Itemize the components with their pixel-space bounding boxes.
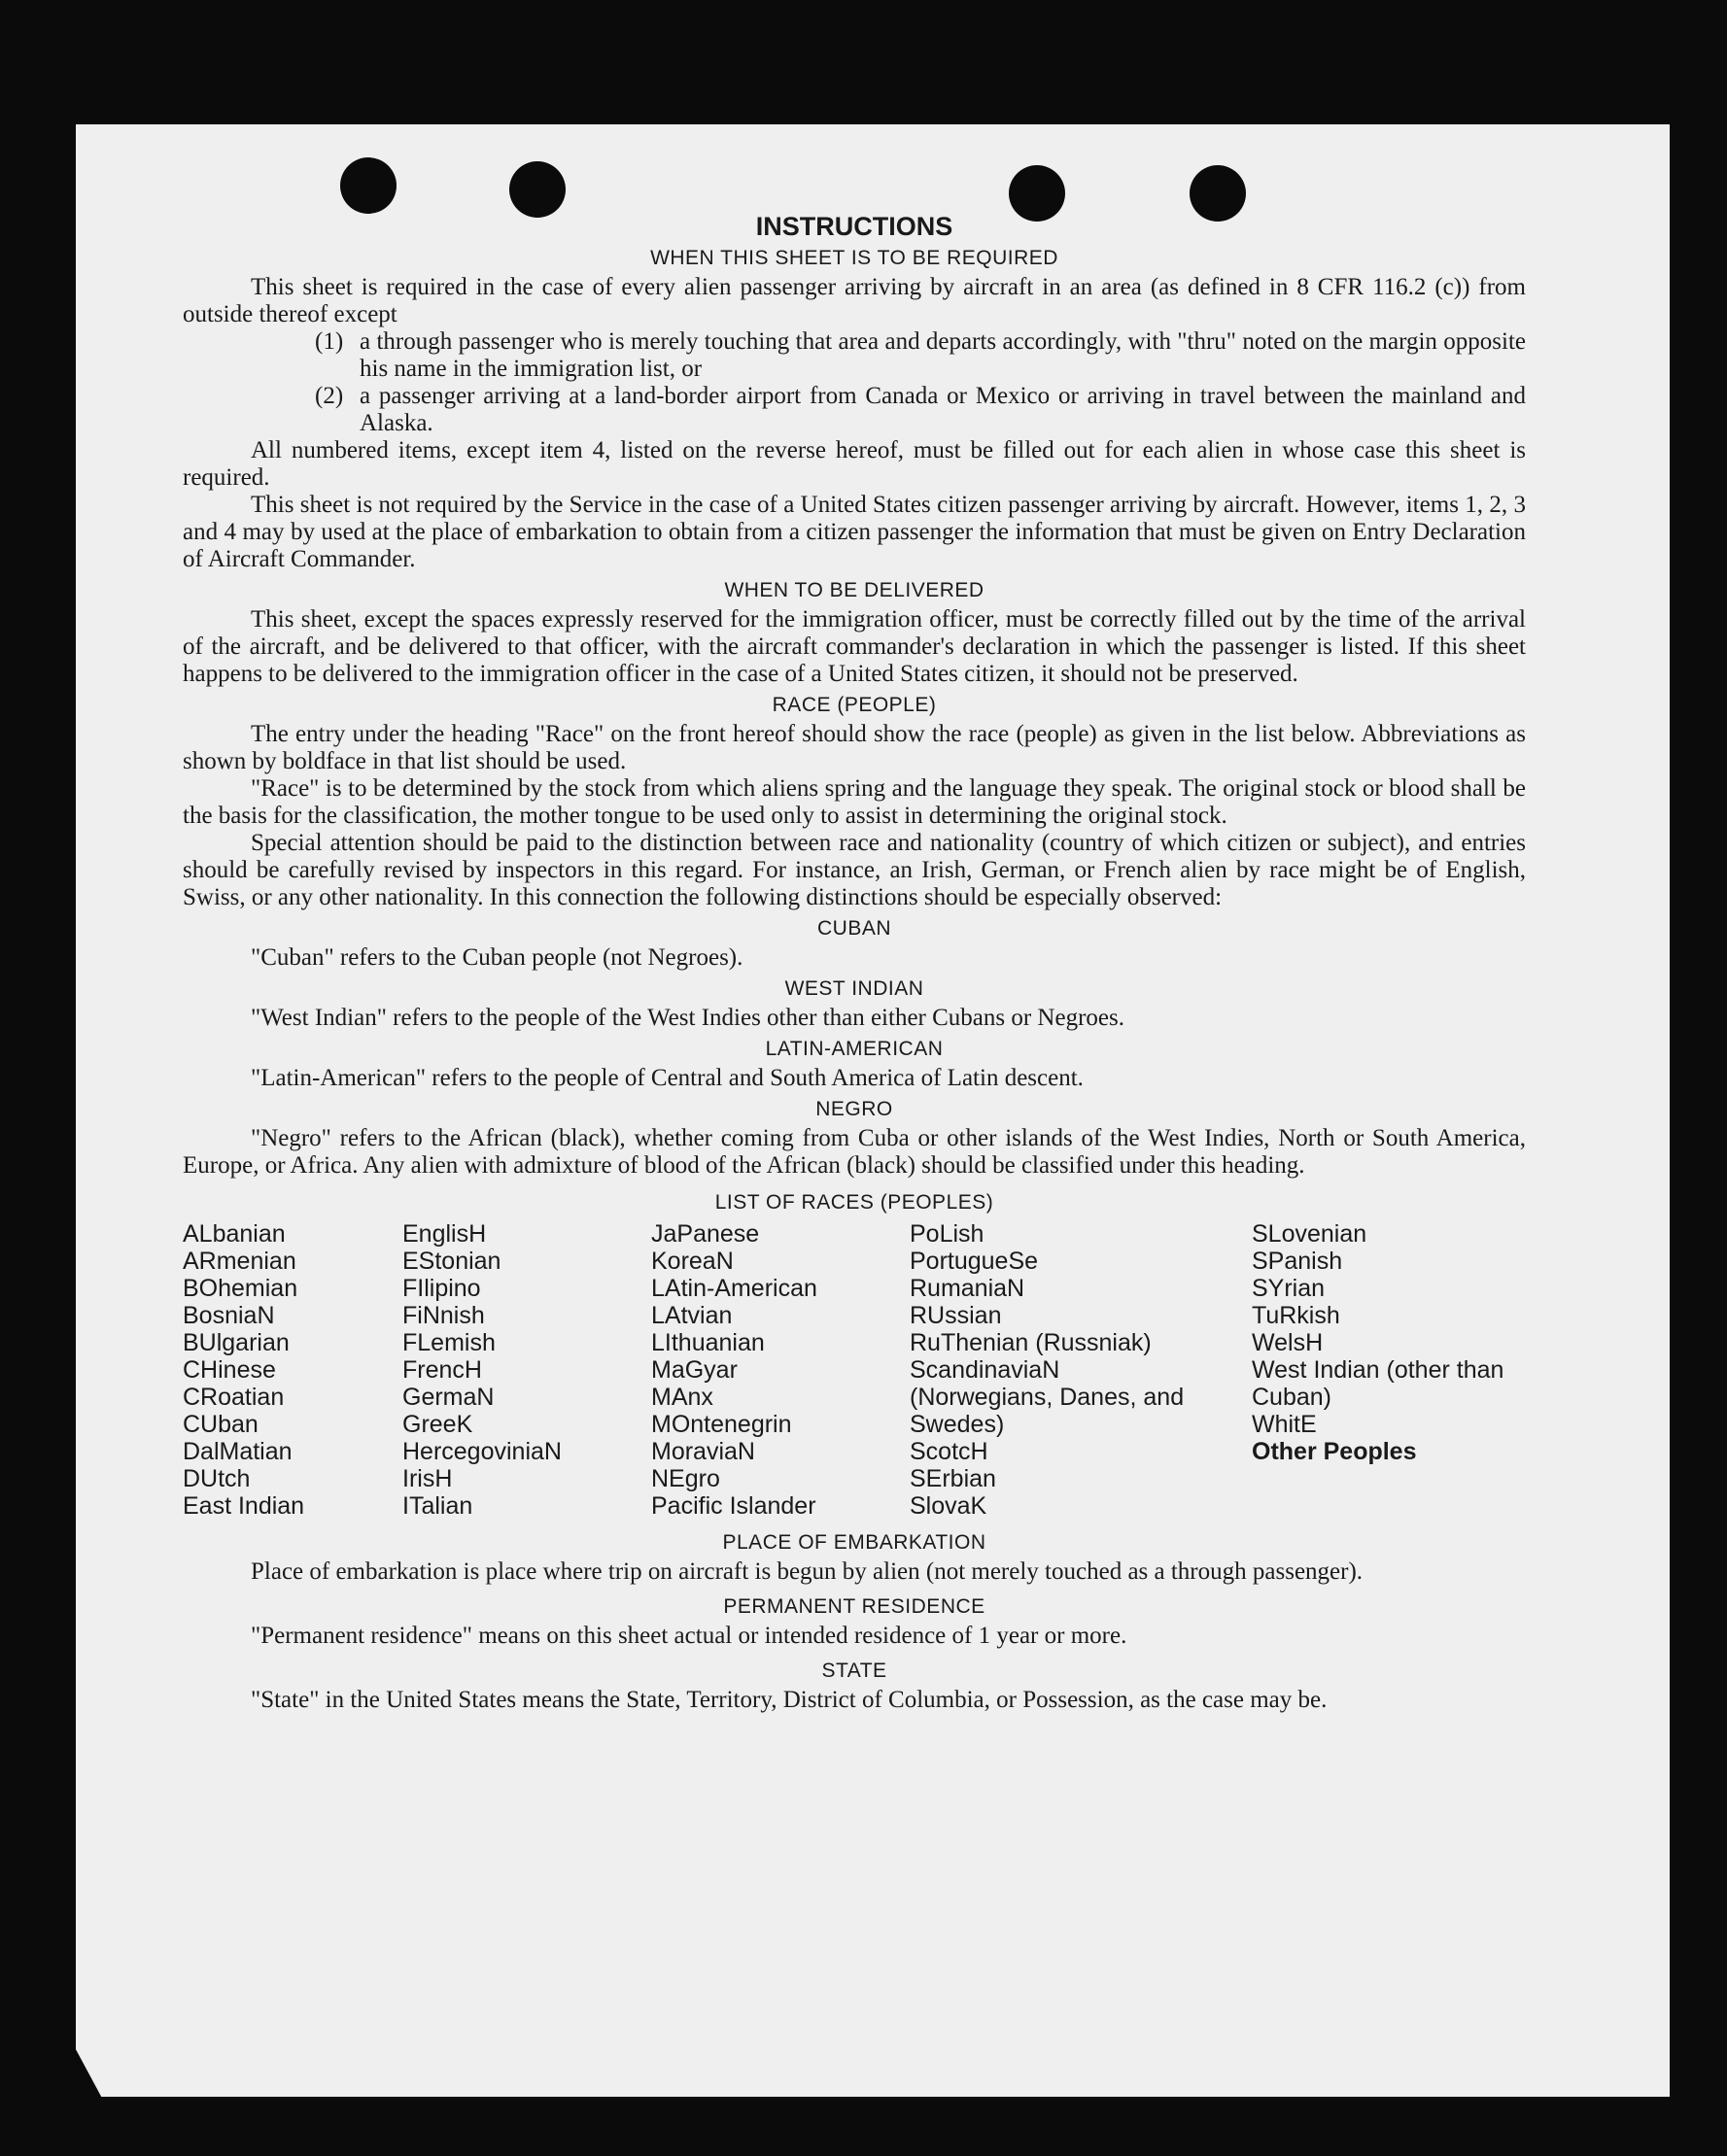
race-entry: West Indian (other than Cuban) [1252, 1356, 1504, 1411]
instructions-body [183, 212, 1526, 1714]
race-entry: RUssian [910, 1302, 1002, 1329]
section-heading: RACE (PEOPLE) [772, 694, 937, 716]
paragraph: The entry under the heading "Race" on the front hereof should show the race (people) as given in the list below. Abbreviations as shown by boldface in that list should be used. [183, 721, 1526, 774]
race-entry: NEgro [651, 1465, 720, 1492]
paragraph: "Latin-American" refers to the people of Central and South America of Latin descent. [251, 1065, 1084, 1091]
paragraph: Special attention should be paid to the distinction between race and nationality (country of which citizen or subject), and entries should be carefully revised by inspectors in this regard. For instance, an Irish, German, or French alien by race might be of English, Swiss, or any other nationality. In this connection the following distinctions should be especially observed: [183, 830, 1526, 910]
paragraph: "State" in the United States means the State, Territory, District of Columbia, or Possession, as the case may be. [251, 1687, 1328, 1713]
race-entry: BosniaN [183, 1302, 275, 1329]
race-entry: WelsH [1252, 1329, 1324, 1356]
race-entry: EnglisH [402, 1220, 487, 1248]
race-entry: SlovaK [910, 1492, 987, 1520]
race-entry: ALbanian [183, 1220, 286, 1248]
race-entry: BUlgarian [183, 1329, 290, 1356]
race-entry: Other Peoples [1252, 1438, 1417, 1465]
race-entry: LIthuanian [651, 1329, 765, 1356]
paragraph: This sheet is required in the case of every alien passenger arriving by aircraft in an area (as defined in 8 CFR 116.2 (c)) from outside thereof except [183, 274, 1526, 327]
race-entry: East Indian [183, 1492, 305, 1520]
race-entry: KoreaN [651, 1248, 734, 1275]
race-entry: RuThenian (Russniak) [910, 1329, 1152, 1356]
race-entry: MaGyar [651, 1356, 738, 1384]
item-text: a through passenger who is merely touching that area and departs accordingly, with "thru" noted on the margin opposite his name in the immigration list, or [360, 328, 1526, 382]
list-item [315, 383, 1526, 437]
race-entry: BOhemian [183, 1275, 298, 1302]
race-entry: CUban [183, 1411, 259, 1438]
race-entry: FiNnish [402, 1302, 485, 1329]
paragraph: This sheet, except the spaces expressly reserved for the immigration officer, must be correctly filled out by the time of the arrival of the aircraft, and be delivered to that officer, with the aircraft commander's declaration in which the passenger is listed. If this sheet happens to be delivered to the immigration officer in the case of a United States citizen, it should not be preserved. [183, 606, 1526, 687]
section-heading: CUBAN [816, 917, 891, 940]
punch-hole [340, 157, 397, 214]
race-entry: JaPanese [651, 1220, 760, 1248]
section-heading: PERMANENT RESIDENCE [723, 1595, 985, 1618]
race-entry: FrencH [402, 1356, 482, 1384]
race-entry: MoraviaN [651, 1438, 755, 1465]
paragraph: "Cuban" refers to the Cuban people (not Negroes). [251, 944, 743, 971]
race-entry: LAtin-American [651, 1275, 817, 1302]
race-entry: SPanish [1252, 1248, 1343, 1275]
page-title: INSTRUCTIONS [755, 212, 953, 241]
race-entry: Pacific Islander [651, 1492, 816, 1520]
race-entry: EStonian [402, 1248, 501, 1275]
race-entry: CRoatian [183, 1384, 285, 1411]
race-entry: SYrian [1252, 1275, 1326, 1302]
race-entry: TuRkish [1252, 1302, 1340, 1329]
section-heading: WHEN THIS SHEET IS TO BE REQUIRED [650, 247, 1058, 269]
race-entry: RumaniaN [910, 1275, 1025, 1302]
section-heading: NEGRO [815, 1098, 893, 1120]
race-entry: SErbian [910, 1465, 996, 1492]
list-item [315, 328, 1526, 383]
paragraph: This sheet is not required by the Service in the case of a United States citizen passenger arriving by aircraft. However, items 1, 2, 3 and 4 may by used at the place of embarkation to obtain from a citizen passenger the information that must be given on Entry Declaration of Aircraft Commander. [183, 492, 1526, 572]
section-heading: PLACE OF EMBARKATION [722, 1531, 986, 1554]
races-column [183, 1220, 402, 1520]
race-entry: ScandinaviaN (Norwegians, Danes, and Swedes) [910, 1356, 1185, 1438]
paragraph: "Permanent residence" means on this sheet actual or intended residence of 1 year or more. [251, 1623, 1127, 1649]
item-text: a passenger arriving at a land-border airport from Canada or Mexico or arriving in travel between the mainland and Alaska. [360, 383, 1526, 436]
races-column [910, 1220, 1252, 1520]
race-entry: WhitE [1252, 1411, 1317, 1438]
section-heading: STATE [821, 1660, 887, 1682]
race-entry: PortugueSe [910, 1248, 1039, 1275]
item-number: (1) [315, 328, 344, 355]
race-entry: PoLish [910, 1220, 984, 1248]
races-column [651, 1220, 910, 1520]
race-entry: FIlipino [402, 1275, 481, 1302]
race-entry: DUtch [183, 1465, 251, 1492]
race-entry: LAtvian [651, 1302, 733, 1329]
section-heading: LATIN-AMERICAN [765, 1038, 944, 1060]
race-entry: FLemish [402, 1329, 496, 1356]
race-entry: MOntenegrin [651, 1411, 792, 1438]
paragraph: All numbered items, except item 4, listed on the reverse hereof, must be filled out for each alien in whose case this sheet is required. [183, 437, 1526, 491]
race-entry: GermaN [402, 1384, 495, 1411]
race-entry: ARmenian [183, 1248, 296, 1275]
section-heading: WEST INDIAN [784, 977, 924, 1000]
race-entry: IrisH [402, 1465, 453, 1492]
section-heading: WHEN TO BE DELIVERED [724, 579, 984, 601]
races-column [1252, 1220, 1522, 1520]
race-entry: HercegoviniaN [402, 1438, 562, 1465]
race-entry: SLovenian [1252, 1220, 1367, 1248]
race-entry: MAnx [651, 1384, 713, 1411]
race-entry: ITalian [402, 1492, 473, 1520]
race-entry: CHinese [183, 1356, 276, 1384]
races-heading: LIST OF RACES (PEOPLES) [714, 1191, 994, 1214]
races-table [183, 1220, 1526, 1520]
races-column [402, 1220, 651, 1520]
race-entry: DalMatian [183, 1438, 293, 1465]
paragraph: "Race" is to be determined by the stock from which aliens spring and the language they speak. The original stock or blood shall be the basis for the classification, the mother tongue to be used only to assist in determining the original stock. [183, 775, 1526, 829]
item-number: (2) [315, 383, 344, 409]
paragraph: Place of embarkation is place where trip on aircraft is begun by alien (not merely touched as a through passenger). [251, 1558, 1364, 1585]
punch-hole [509, 161, 566, 218]
race-entry: ScotcH [910, 1438, 988, 1465]
paragraph: "Negro" refers to the African (black), whether coming from Cuba or other islands of the West Indies, North or South America, Europe, or Africa. Any alien with admixture of blood of the African (black) should be classified under this heading. [183, 1125, 1526, 1179]
paragraph: "West Indian" refers to the people of the West Indies other than either Cubans or Negroes. [251, 1005, 1124, 1031]
race-entry: GreeK [402, 1411, 473, 1438]
